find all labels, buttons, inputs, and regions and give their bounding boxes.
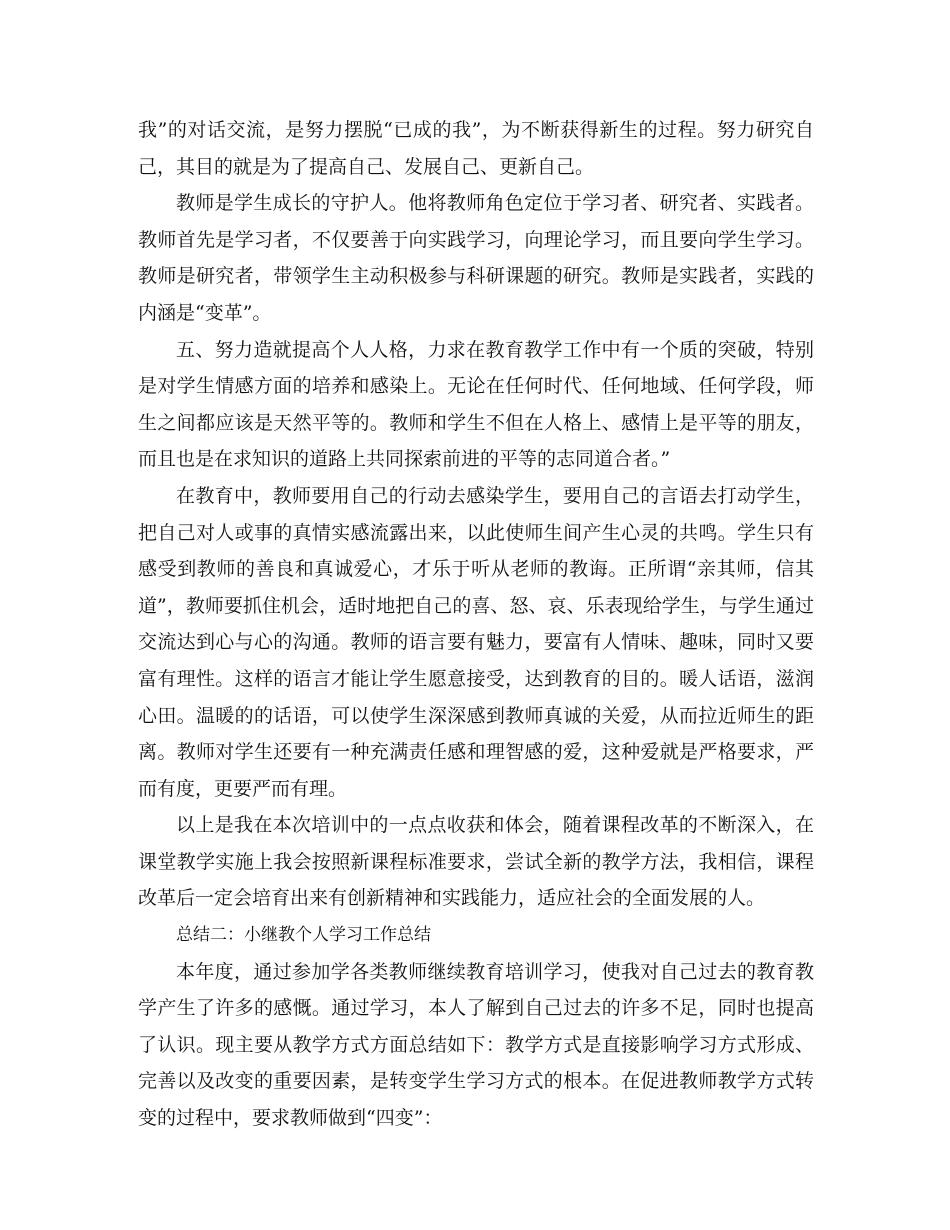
paragraph-teacher-role: 教师是学生成长的守护人。他将教师角色定位于学习者、研究者、实践者。教师首先是学习者，不仅要善于向实践学习，向理论学习，而且要向学生学习。教师是研究者，带领学生主动积极参与科研课题的研究。教师是实践者，实践的内涵是“变革”。 (138, 192, 814, 324)
paragraph-education-emotion: 在教育中，教师要用自己的行动去感染学生，要用自己的言语去打动学生，把自己对人或事的真情实感流露出来，以此使师生间产生心灵的共鸣。学生只有感受到教师的善良和真诚爱心，才乐于听从老师的教诲。正所谓“亲其师，信其道”，教师要抓住机会，适时地把自己的喜、怒、哀、乐表现给学生，与学生通过交流达到心与心的沟通。教师的语言要有魅力，要富有人情味、趣味，同时又要富有理性。这样的语言才能让学生愿意接受，达到教育的目的。暖人话语，滋润心田。温暖的的话语，可以使学生深深感到教师真诚的关爱，从而拉近师生的距离。教师对学生还要有一种充满责任感和理智感的爱，这种爱就是严格要求，严而有度，更要严而有理。 (138, 484, 814, 800)
document-body (138, 112, 814, 1137)
paragraph-annual-summary: 本年度，通过参加学各类教师继续教育培训学习，使我对自己过去的教育教学产生了许多的感慨。通过学习，本人了解到自己过去的许多不足，同时也提高了认识。现主要从教学方式方面总结如下：教学方式是直接影响学习方式形成、完善以及改变的重要因素，是转变学生学习方式的根本。在促进教师教学方式转变的过程中，要求教师做到“四变”： (138, 960, 814, 1130)
paragraph-personality: 五、努力造就提高个人人格，力求在教育教学工作中有一个质的突破，特别是对学生情感方面的培养和感染上。无论在任何时代、任何地域、任何学段，师生之间都应该是天然平等的。教师和学生不但在人格上、感情上是平等的朋友，而且也是在求知识的道路上共同探索前进的平等的志同道合者。” (138, 338, 814, 471)
paragraph-conclusion: 以上是我在本次培训中的一点点收获和体会，随着课程改革的不断深入，在课堂教学实施上我会按照新课程标准要求，尝试全新的教学方法，我相信，课程改革后一定会培育出来有创新精神和实践能力，适应社会的全面发展的人。 (138, 814, 814, 910)
paragraph-continuation: 我”的对话交流，是努力摆脱“已成的我”，为不断获得新生的过程。努力研究自己，其目的就是为了提高自己、发展自己、更新自己。 (138, 119, 814, 178)
section-heading: 总结二：小继教个人学习工作总结 (176, 925, 431, 946)
